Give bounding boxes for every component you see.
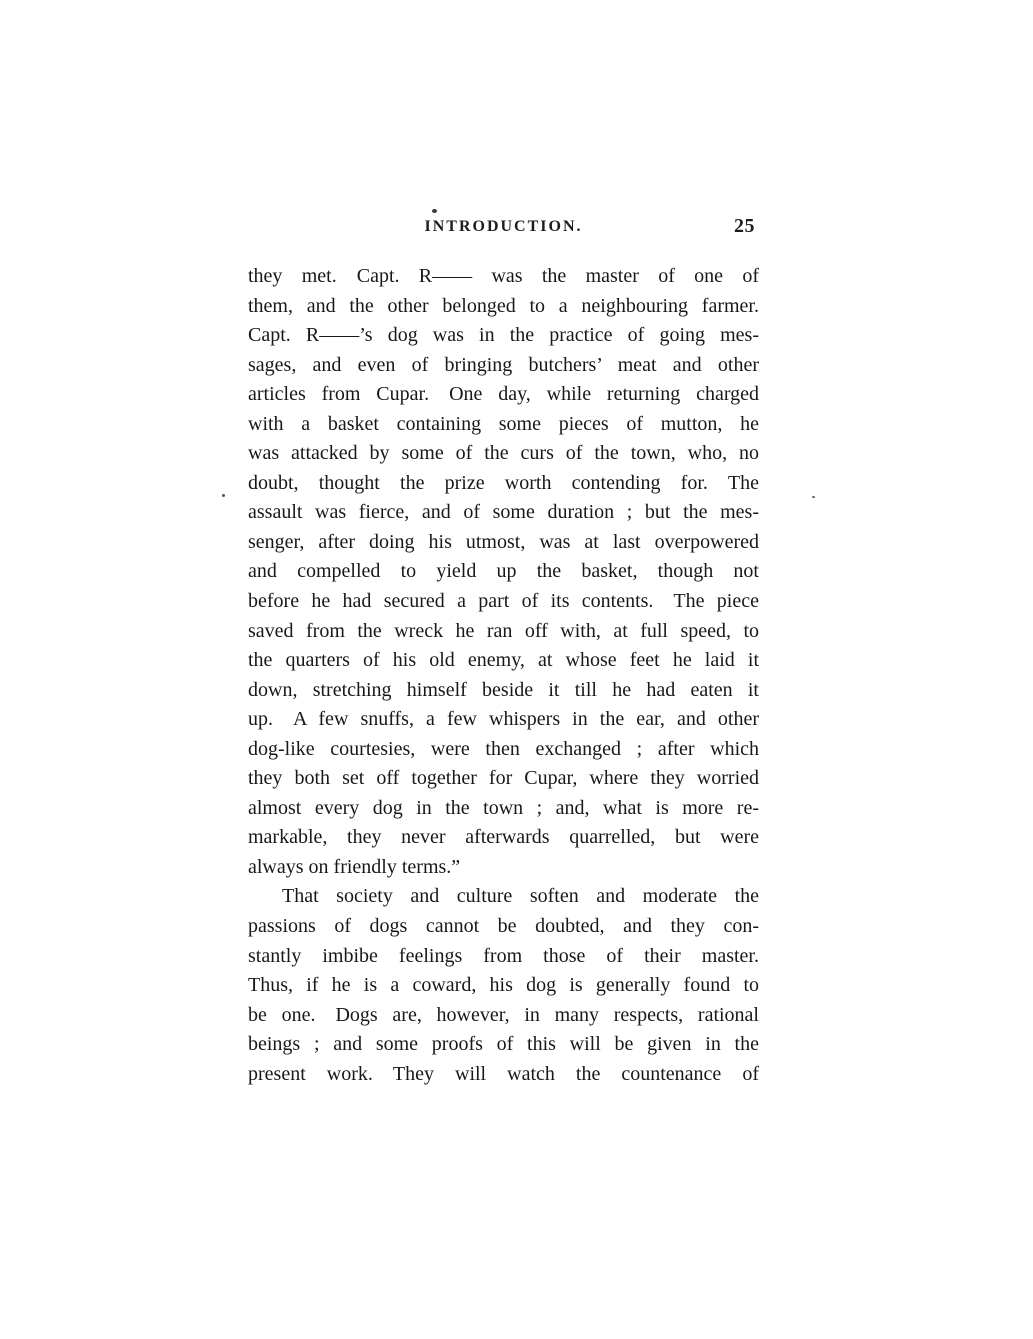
scan-speck	[432, 209, 437, 213]
text-line: senger, after doing his utmost, was at last overpowered	[248, 530, 759, 553]
text-line: always on friendly terms.”	[248, 855, 461, 878]
text-line: Capt. R——’s dog was in the practice of going mes-	[248, 324, 759, 347]
text-line: they met. Capt. R—— was the master of one of	[248, 265, 759, 287]
chapter-title: INTRODUCTION.	[424, 218, 583, 235]
text-line: sages, and even of bringing butchers’ meat and other	[248, 353, 759, 376]
text-line: before he had secured a part of its contents. The piece	[248, 590, 759, 613]
text-line: passions of dogs cannot be doubted, and they con-	[248, 915, 759, 938]
page-number: 25	[734, 215, 755, 237]
text-line: markable, they never afterwards quarrelled, but were	[248, 826, 759, 849]
text-line: almost every dog in the town ; and, what is more re-	[248, 796, 759, 819]
text-line: the quarters of his old enemy, at whose feet he laid it	[248, 649, 759, 672]
text-line: articles from Cupar. One day, while returning charged	[248, 383, 759, 406]
text-line: That society and culture soften and moderate the	[282, 885, 759, 908]
text-line: was attacked by some of the curs of the town, who, no	[248, 442, 759, 465]
text-line: stantly imbibe feelings from those of their master.	[248, 944, 759, 967]
text-line: and compelled to yield up the basket, though not	[248, 560, 759, 583]
text-line: doubt, thought the prize worth contending for. The	[248, 471, 759, 494]
text-body	[248, 262, 759, 1089]
text-line: down, stretching himself beside it till he had eaten it	[248, 678, 759, 701]
text-line: with a basket containing some pieces of mutton, he	[248, 412, 759, 435]
text-line: present work. They will watch the countenance of	[248, 1062, 759, 1085]
text-line: be one. Dogs are, however, in many respects, rational	[248, 1003, 759, 1026]
text-line: dog-like courtesies, were then exchanged ; after which	[248, 737, 759, 760]
scan-speck	[812, 496, 815, 498]
text-line: up. A few snuffs, a few whispers in the ear, and other	[248, 708, 759, 731]
text-line: beings ; and some proofs of this will be given in the	[248, 1033, 759, 1056]
text-line: assault was fierce, and of some duration ; but the mes-	[248, 501, 759, 524]
paragraph	[248, 262, 759, 882]
running-header	[248, 215, 759, 244]
text-line: they both set off together for Cupar, where they worried	[248, 767, 759, 790]
text-line: saved from the wreck he ran off with, at full speed, to	[248, 619, 759, 642]
text-line: them, and the other belonged to a neighbouring farmer.	[248, 294, 759, 317]
text-line: Thus, if he is a coward, his dog is generally found to	[248, 974, 759, 997]
scan-speck	[222, 494, 225, 497]
paragraph	[248, 882, 759, 1089]
